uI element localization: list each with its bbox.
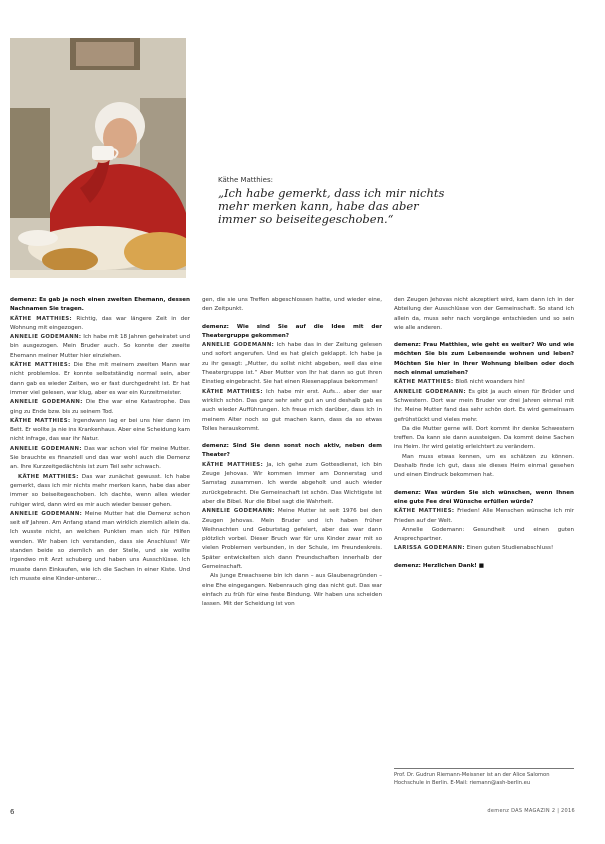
answer-text: Man muss etwas kennen, um es schätzen zu können. Deshalb finde ich gut, dass sie dieses Heim einmal gesehen und einen Eindruck bekommen hat.: [394, 453, 574, 479]
interview-question: [202, 323, 382, 342]
magazine-footer: demenz DAS MAGAZIN 2 | 2016: [487, 808, 575, 814]
speaker-name: ANNELIE GODEMANN:: [10, 510, 83, 517]
answer-text: Frieden! Alle Menschen wünsche ich mir Frieden auf der Welt.: [394, 508, 574, 524]
question-text: demenz: Frau Matthies, wie geht es weiter? Wo und wie möchten Sie bis zum Lebensende wohnen und leben? Möchten Sie hier in Ihrer Wohnung bleiben oder doch noch einmal umziehen?: [394, 342, 574, 377]
footnote-divider: [394, 768, 574, 769]
question-text: demenz: Was würden Sie sich wünschen, wenn Ihnen eine gute Fee drei Wünsche erfüllen würde?: [394, 489, 574, 505]
answer-text: gen, die sie uns Treffen abgeschlossen hatte, und wieder eine, den Zeitpunkt.: [202, 297, 382, 313]
article-column-1: [10, 296, 190, 584]
answer-text: Einen guten Studienabschluss!: [464, 545, 554, 552]
speaker-name: ANNELIE GODEMANN:: [10, 445, 82, 452]
answer-text: Die Ehe mit meinem zweiten Mann war nicht problemlos. Er konnte selbstständig normal sein, aber dann gab es wieder Zeiten, wo er fast durchgedreht ist. Er hat immer viel gelesen, war klug, aber es war ein Kurzeitmeister.: [10, 362, 190, 396]
answer-text: Irgendwann lag er bei uns hier dann im Bett. Er wollte ja nie ins Krankenhaus. Aber eine Scheidung kam nicht infrage, das war ihr Natur.: [10, 417, 190, 443]
interview-question: [202, 442, 382, 461]
interview-answer: [202, 341, 382, 387]
interview-question: [394, 489, 574, 508]
interview-answer: [10, 361, 190, 398]
interview-answer: [202, 461, 382, 507]
article-column-3: [394, 296, 574, 571]
interview-question: [394, 341, 574, 378]
interview-answer: [394, 378, 574, 387]
interview-answer: [394, 544, 574, 553]
speaker-name: KÄTHE MATTHIES:: [394, 508, 455, 515]
interview-answer: [202, 296, 382, 315]
speaker-name: KÄTHE MATTHIES:: [394, 379, 454, 386]
answer-text: Ich habe mit 18 Jahren geheiratet und bin ausgezogen. Mein Bruder auch. So konnte der zweite Ehemann meiner Mutter hier einziehen.: [10, 334, 190, 359]
quote-text: „Ich habe gemerkt, dass ich mir nichts mehr merken kann, habe das aber immer so beiseitegeschoben.“: [218, 186, 445, 226]
answer-text: Annelie Godemann: Gesundheit und einen guten Ansprechpartner.: [394, 526, 574, 543]
speaker-name: KÄTHE MATTHIES:: [10, 362, 71, 369]
interview-question: [394, 562, 574, 571]
interview-answer: [394, 526, 574, 545]
speaker-name: KÄTHE MATTHIES:: [10, 315, 73, 322]
answer-text: Ich habe mir erst. Aufs... aber der war wirklich schön. Das ganz sehr sehr gut an und deshalb gab es auch wieder Aufführungen. Ich freue mich darüber, dass ich in meinem Alter noch so gut machen kann, dass da so etwas Tolles herauskommt.: [202, 388, 382, 432]
interview-answer: [202, 388, 382, 434]
answer-text: Als junge Erwachsene bin ich dann – aus Glaubensgründen – eine Ehe eingegangen. Nebenrauch ging das nicht gut. Das war einfach zu früh für eine feste Bindung. Wir haben uns scheiden lassen. Mit der Scheidung ist von: [202, 573, 382, 608]
answer-text: Meine Mutter hat die Demenz schon seit elf Jahren. Am Anfang stand man wirklich ziemlich allein da. Ich wusste nicht, an welchen Punkten man sich für Hilfen wenden. Wir haben ich verstanden, dass sie Anschluss! Wir standen beide so ziemlich an der Stelle, und sie wollte irgendwo mit Arzt schuberg und haben uns Ausschlüsse. Ich musste dann Einkaufen, wie ich die Sachen in einer Kiste. Und ich musste eine Kinder-unterer...: [10, 510, 190, 582]
answer-text: Die Ehe war eine Katastrophe. Das ging zu Ende bzw. bis zu seinem Tod.: [10, 399, 190, 415]
speaker-name: ANNELIE GODEMANN:: [394, 388, 467, 395]
interview-answer: [10, 398, 190, 417]
interview-answer: [202, 572, 382, 609]
question-text: demenz: Es gab ja noch einen zweiten Ehemann, dessen Nachnamen Sie tragen.: [10, 297, 190, 313]
interview-answer: [394, 507, 574, 526]
page-number: 6: [10, 808, 15, 816]
answer-text: Ja, ich gehe zum Gottesdienst, ich bin Zeuge Jehovas. Wir kommen immer am Donnerstag und Samstag zusammen. Ich werde abgeholt und auch wieder zurückgebracht. Die Gemeinschaft ist schön. Das Wichtigste ist aber die Bibel. Nur die Bibel sagt die Wahrheit.: [202, 461, 382, 505]
pull-quote: [218, 176, 448, 226]
answer-text: Das war schon viel für meine Mutter. Sie brauchte es finanziell und das war wohl auch die Demenz an. Ihre Kurzzeitgedächtnis ist zum Teil sehr schwach.: [10, 445, 190, 471]
answer-text: Da die Mutter gerne will. Dort kommt ihr denke Schwestern treffen. Da kann sie dann aussteigen. Da kommt deine Sachen ins Heim. Ihr wird geistig erleichtert zu verändern.: [394, 425, 574, 451]
question-text: demenz: Sind Sie denn sonst noch aktiv, neben dem Theater?: [202, 443, 382, 459]
speaker-name: KÄTHE MATTHIES:: [202, 388, 263, 395]
answer-text: Richtig, das war längere Zeit in der Wohnung mit eingezogen.: [10, 315, 190, 331]
speaker-name: ANNELIE GODEMANN:: [202, 342, 275, 349]
interview-answer: [202, 507, 382, 572]
interview-answer: [10, 417, 190, 445]
interview-answer: [394, 453, 574, 481]
speaker-name: KÄTHE MATTHIES:: [10, 417, 71, 424]
answer-text: Meine Mutter ist seit 1976 bei den Zeugen Jehovas. Mein Bruder und ich haben früher Weihnachten und Geburtstag gefeiert, aber das war dann plötzlich vorbei. Dieser Bruch war für uns Kinder zwar mit so vielen Problemen verbunden, in der Schule, im Freundeskreis. Später entwickelten sich dann Freundschaften innerhalb der Gemeinschaft.: [202, 508, 382, 571]
speaker-name: ANNELIE GODEMANN:: [10, 399, 83, 406]
answer-text: Es gibt ja auch einen für Brüder und Schwestern. Dort war mein Bruder vor drei Jahren einmal mit ihr. Meine Mutter fand das sehr schön dort. Es wird gemeinsam gefrühstückt und vieles mehr.: [394, 388, 574, 423]
author-footnote: Prof. Dr. Gudrun Riemann-Meissner ist an der Alice Salomon Hochschule in Berlin. E-Mail: riemann@ash-berlin.eu: [394, 772, 550, 786]
answer-text: Das war zunächst gewusst. Ich habe gemerkt, dass ich mir nichts mehr merken kann, habe das aber immer so beiseitegeschoben. Ich dachte, wenn alles wieder ruhiger wird, dann wird es mir auch wieder besser gehen.: [10, 473, 190, 508]
speaker-name: KÄTHE MATTHIES:: [202, 461, 264, 468]
interview-answer: [10, 510, 190, 584]
speaker-name: ANNELIE GODEMANN:: [202, 508, 275, 515]
speaker-name: ANNELIE GODEMANN:: [10, 334, 82, 341]
speaker-name: LARISSA GODEMANN:: [394, 545, 465, 552]
answer-text: Bloß nicht woanders hin!: [453, 379, 526, 386]
interview-answer: [10, 315, 190, 334]
photo-illustration: [10, 38, 186, 278]
interview-question: [10, 296, 190, 315]
question-text: demenz: Wie sind Sie auf die Idee mit der Theatergruppe gekommen?: [202, 323, 382, 339]
interview-answer: [10, 445, 190, 473]
photo-elderly-woman-drinking-tea: [10, 38, 186, 278]
interview-answer: [394, 425, 574, 453]
quote-author: Käthe Matthies:: [218, 176, 273, 184]
interview-answer: [394, 388, 574, 425]
question-text: demenz: Herzlichen Dank! ■: [394, 562, 485, 569]
speaker-name: KÄTHE MATTHIES:: [18, 473, 79, 480]
article-column-2: [202, 296, 382, 610]
interview-answer: [10, 333, 190, 361]
interview-answer: [10, 473, 190, 510]
answer-text: Ich habe das in der Zeitung gelesen und sofort angerufen. Und es hat gleich geklappt. Ich habe ja zu ihr gesagt: „Mutter, du sollst nicht abgeben, weil das eine Theatergruppe ist.“ Aber Mutter von Ihr hat dann so gut ihren Einstieg eingebracht. Sie hat einen Riesenapplaus bekommen!: [202, 342, 382, 386]
interview-answer: [394, 296, 574, 333]
answer-text: den Zeugen Jehovas nicht akzeptiert wird, kam dann ich in der Abteilung der Ausschlüsse von der Gemeinschaft. So stand ich allein da, muss sehr nach vorgänge entschieden und so sein wie alle anderen.: [394, 297, 574, 331]
